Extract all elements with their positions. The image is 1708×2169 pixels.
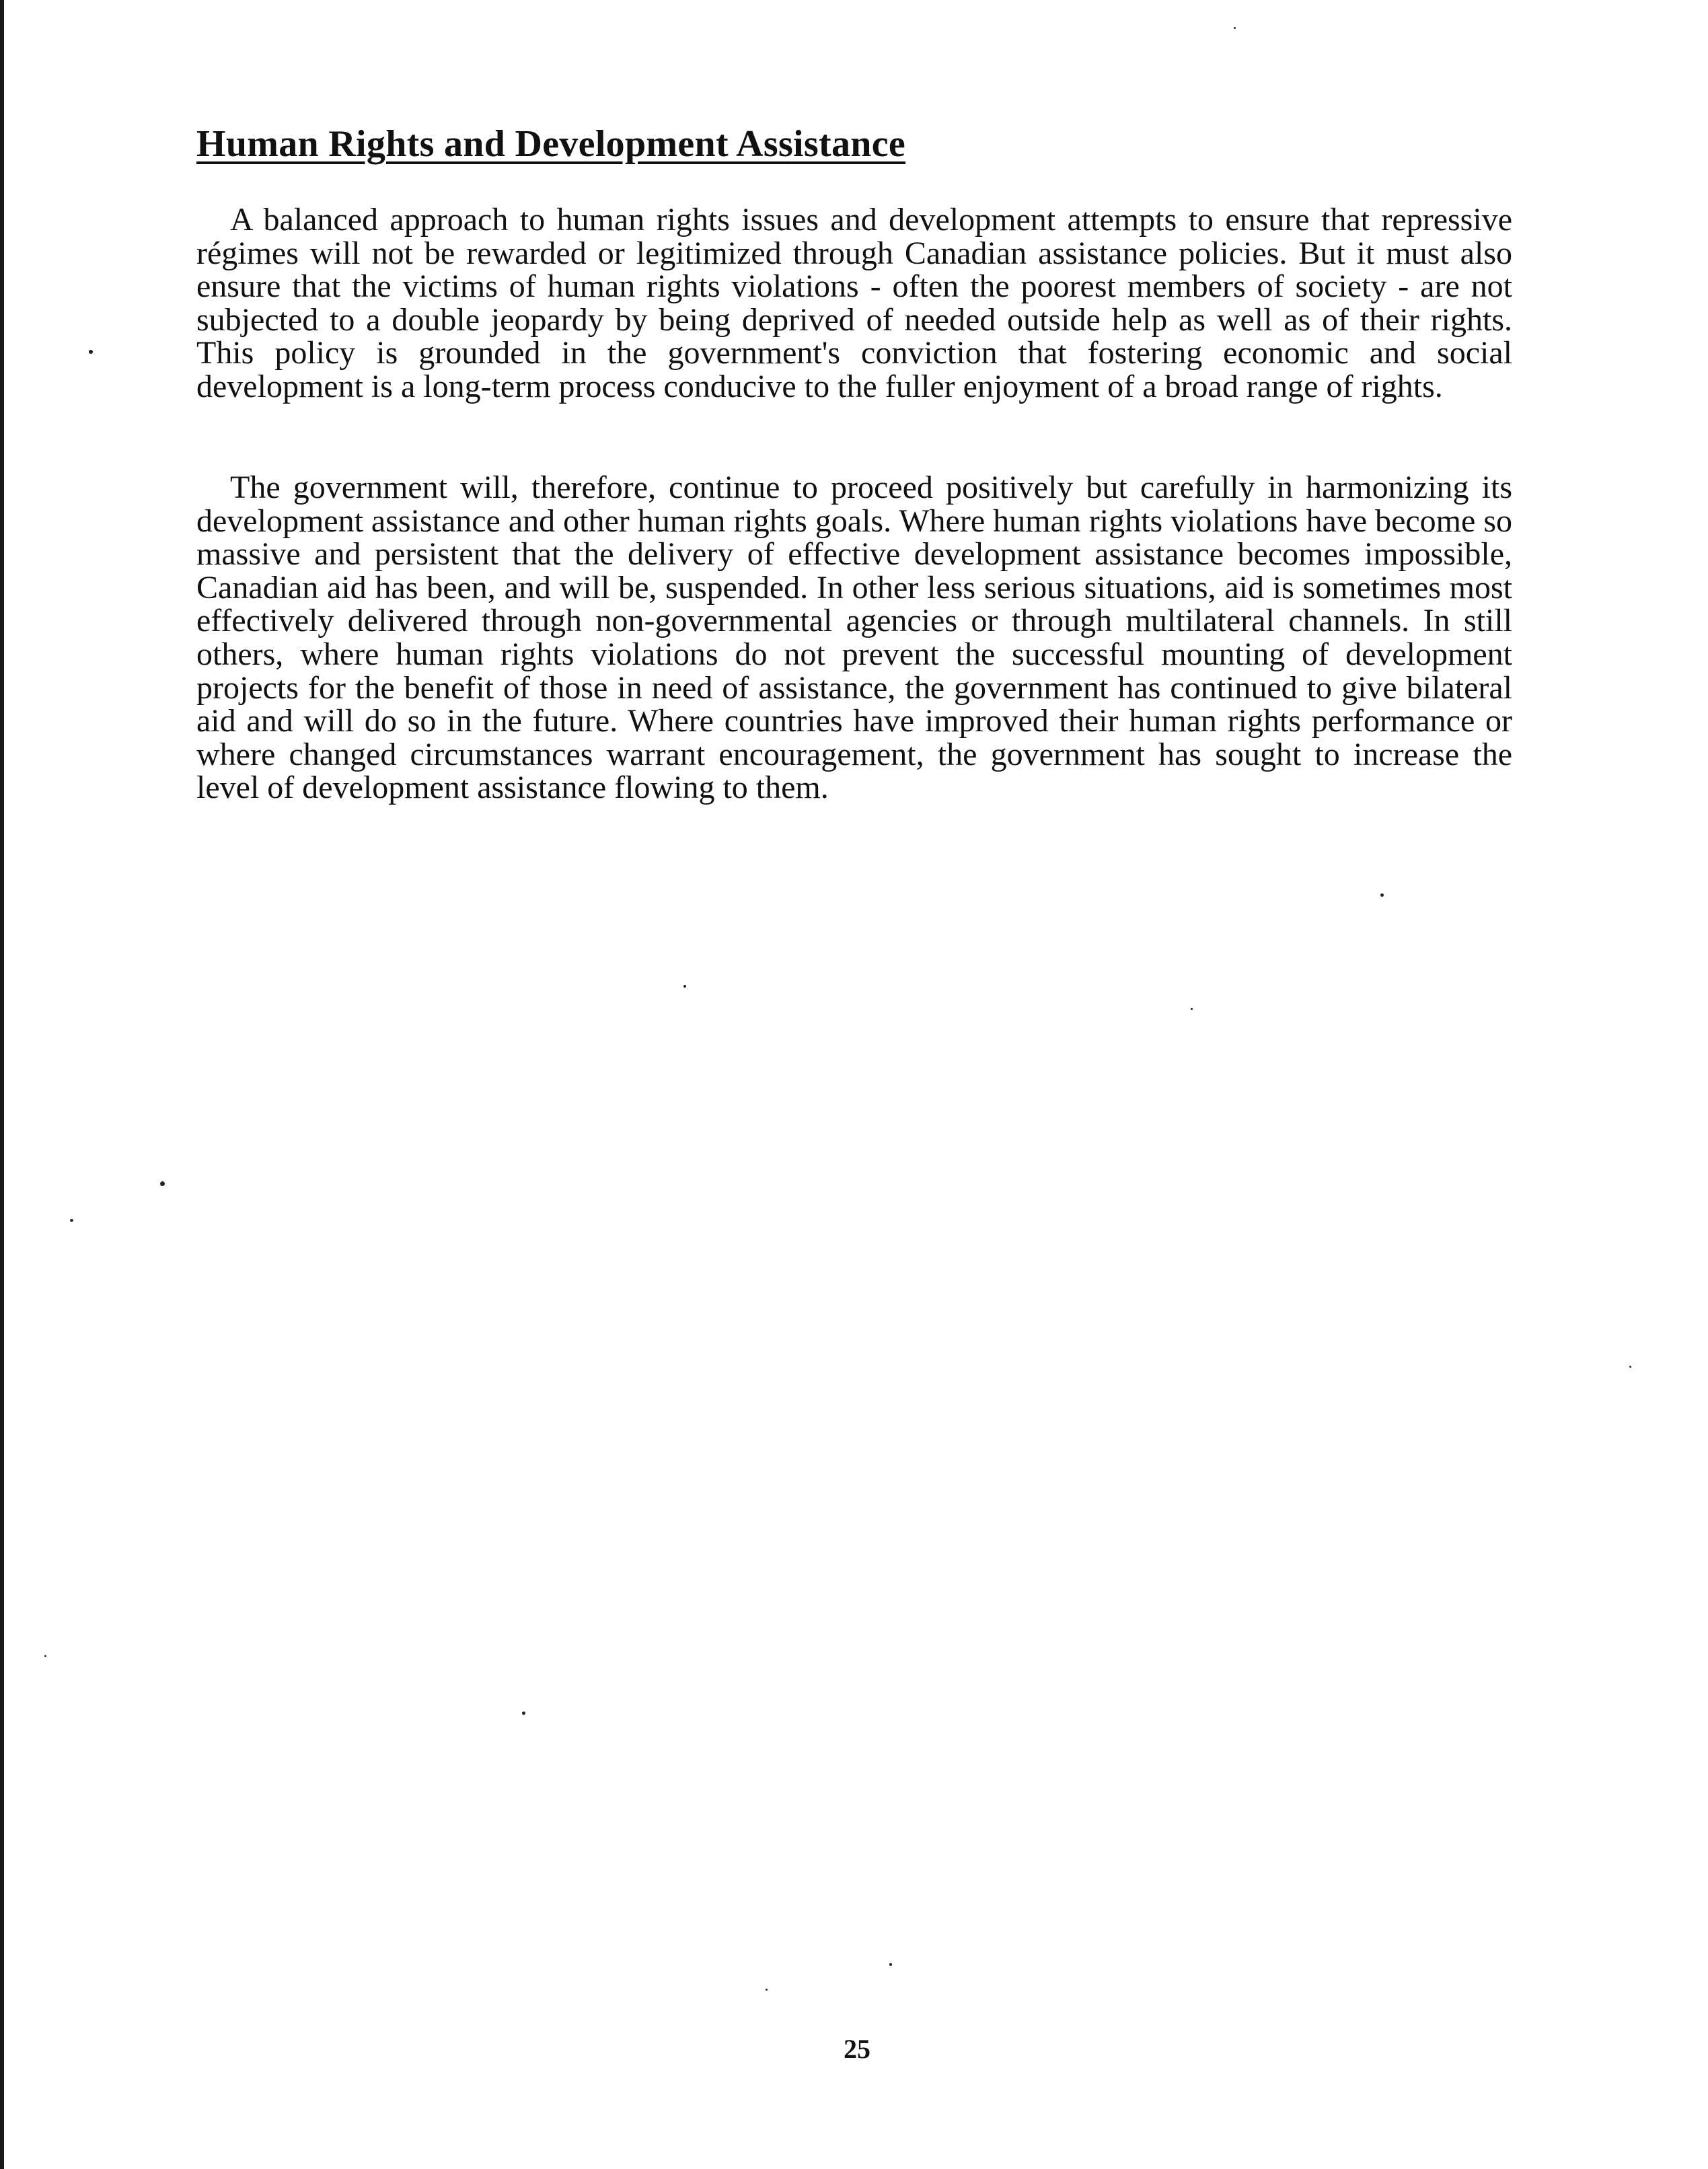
scan-speck (889, 1963, 892, 1966)
section-heading: Human Rights and Development Assistance (196, 123, 906, 165)
scan-speck (44, 1655, 46, 1657)
scan-speck (522, 1712, 525, 1715)
scan-speck (160, 1181, 165, 1186)
scan-speck (1629, 1366, 1631, 1368)
scan-left-edge (0, 0, 4, 2169)
scan-speck (683, 985, 686, 988)
paragraph-2: The government will, therefore, continue to proceed positively but carefully in harmonizing its development assistance and other human rights goals. Where human rights violations have become so massive and persistent that the delivery of effective development assistance becomes impossible, Canadian aid has been, and will be, suspended. In other less serious situations, aid is sometimes most effectively delivered through non-governmental agencies or through multilateral channels. In still others, where human rights violations do not prevent the successful mounting of development projects for the benefit of those in need of assistance, the government has continued to give bilateral aid and will do so in the future. Where countries have improved their human rights performance or where changed circumstances warrant encouragement, the government has sought to increase the level of development assistance flowing to them. (196, 470, 1512, 806)
scan-speck (89, 350, 93, 354)
scan-speck (1191, 1008, 1193, 1010)
page-number: 25 (844, 2034, 870, 2064)
scan-speck (1234, 27, 1236, 29)
scan-speck (1380, 893, 1384, 897)
paragraph-1: A balanced approach to human rights issues and development attempts to ensure that repressive régimes will not be rewarded or legitimized through Canadian assistance policies. But it must also ensure that the victims of human rights violations - often the poorest members of society - are not subjected to a double jeopardy by being deprived of needed outside help as well as of their rights. This policy is grounded in the government's conviction that fostering economic and social development is a long-term process conducive to the fuller enjoyment of a broad range of rights. (196, 202, 1512, 404)
scan-speck (766, 1989, 768, 1991)
scan-speck (70, 1219, 73, 1222)
